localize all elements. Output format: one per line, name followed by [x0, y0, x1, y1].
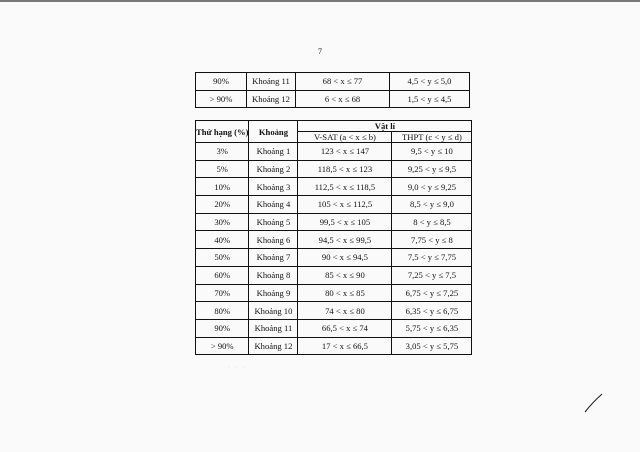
vsat-header: V-SAT (a < x ≤ b)	[298, 132, 392, 143]
table-row	[196, 266, 472, 284]
vsat-range-cell: 74 < x ≤ 80	[298, 302, 392, 320]
range-cell: Khoảng 7	[249, 249, 298, 267]
table-row	[196, 284, 472, 302]
vsat-range-cell: 68 < x ≤ 77	[296, 73, 390, 91]
rank-cell: 20%	[196, 196, 249, 214]
vsat-range-cell: 118,5 < x ≤ 123	[298, 160, 392, 178]
thpt-range-cell: 9,25 < y ≤ 9,5	[392, 160, 472, 178]
rank-cell: 60%	[196, 266, 249, 284]
range-cell: Khoảng 12	[247, 90, 296, 108]
physics-score-table	[195, 120, 472, 355]
rank-cell: 40%	[196, 231, 249, 249]
thpt-header: THPT (c < y ≤ d)	[392, 132, 472, 143]
thpt-range-cell: 9,0 < y ≤ 9,25	[392, 178, 472, 196]
table-row	[196, 73, 470, 91]
range-cell: Khoảng 9	[249, 284, 298, 302]
range-cell: Khoảng 6	[249, 231, 298, 249]
thpt-range-cell: 9,5 < y ≤ 10	[392, 143, 472, 161]
rank-cell: 5%	[196, 160, 249, 178]
table-row	[196, 196, 472, 214]
table-row	[196, 319, 472, 337]
scan-edge-line	[0, 0, 640, 2]
range-cell: Khoảng 2	[249, 160, 298, 178]
rank-cell: 90%	[196, 73, 247, 91]
range-cell: Khoảng 8	[249, 266, 298, 284]
vsat-range-cell: 80 < x ≤ 85	[298, 284, 392, 302]
range-cell: Khoảng 12	[249, 337, 298, 355]
table-row	[196, 160, 472, 178]
rank-cell: 3%	[196, 143, 249, 161]
page-number: 7	[318, 47, 322, 56]
range-cell: Khoảng 11	[247, 73, 296, 91]
range-cell: Khoảng 10	[249, 302, 298, 320]
table-row	[196, 178, 472, 196]
vsat-range-cell: 105 < x ≤ 112,5	[298, 196, 392, 214]
thpt-range-cell: 7,25 < y ≤ 7,5	[392, 266, 472, 284]
vsat-range-cell: 123 < x ≤ 147	[298, 143, 392, 161]
table-row	[196, 302, 472, 320]
table-row	[196, 231, 472, 249]
table-row	[196, 249, 472, 267]
range-header: Khoảng	[249, 121, 298, 143]
rank-cell: 30%	[196, 213, 249, 231]
pen-stroke-mark	[583, 392, 605, 414]
table-row	[196, 337, 472, 355]
rank-cell: > 90%	[196, 337, 249, 355]
vsat-range-cell: 66,5 < x ≤ 74	[298, 319, 392, 337]
thpt-range-cell: 4,5 < y ≤ 5,0	[390, 73, 470, 91]
table-row	[196, 90, 470, 108]
vsat-range-cell: 85 < x ≤ 90	[298, 266, 392, 284]
scan-smudge: · · ·	[228, 365, 247, 371]
thpt-range-cell: 7,75 < y ≤ 8	[392, 231, 472, 249]
thpt-range-cell: 7,5 < y ≤ 7,75	[392, 249, 472, 267]
table-row	[196, 213, 472, 231]
range-cell: Khoảng 11	[249, 319, 298, 337]
vsat-range-cell: 90 < x ≤ 94,5	[298, 249, 392, 267]
thpt-range-cell: 6,35 < y ≤ 6,75	[392, 302, 472, 320]
subject-header: Vật lí	[298, 121, 472, 132]
range-cell: Khoảng 4	[249, 196, 298, 214]
vsat-range-cell: 112,5 < x ≤ 118,5	[298, 178, 392, 196]
continued-score-table	[195, 72, 470, 108]
rank-cell: 50%	[196, 249, 249, 267]
range-cell: Khoảng 3	[249, 178, 298, 196]
thpt-range-cell: 8,5 < y ≤ 9,0	[392, 196, 472, 214]
rank-header: Thứ hạng (%)	[196, 121, 249, 143]
thpt-range-cell: 6,75 < y ≤ 7,25	[392, 284, 472, 302]
thpt-range-cell: 1,5 < y ≤ 4,5	[390, 90, 470, 108]
table-row	[196, 143, 472, 161]
rank-cell: 80%	[196, 302, 249, 320]
range-cell: Khoảng 5	[249, 213, 298, 231]
rank-cell: 70%	[196, 284, 249, 302]
range-cell: Khoảng 1	[249, 143, 298, 161]
thpt-range-cell: 3,05 < y ≤ 5,75	[392, 337, 472, 355]
thpt-range-cell: 5,75 < y ≤ 6,35	[392, 319, 472, 337]
thpt-range-cell: 8 < y ≤ 8,5	[392, 213, 472, 231]
vsat-range-cell: 99,5 < x ≤ 105	[298, 213, 392, 231]
vsat-range-cell: 6 < x ≤ 68	[296, 90, 390, 108]
rank-cell: > 90%	[196, 90, 247, 108]
vsat-range-cell: 94,5 < x ≤ 99,5	[298, 231, 392, 249]
rank-cell: 90%	[196, 319, 249, 337]
rank-cell: 10%	[196, 178, 249, 196]
vsat-range-cell: 17 < x ≤ 66,5	[298, 337, 392, 355]
